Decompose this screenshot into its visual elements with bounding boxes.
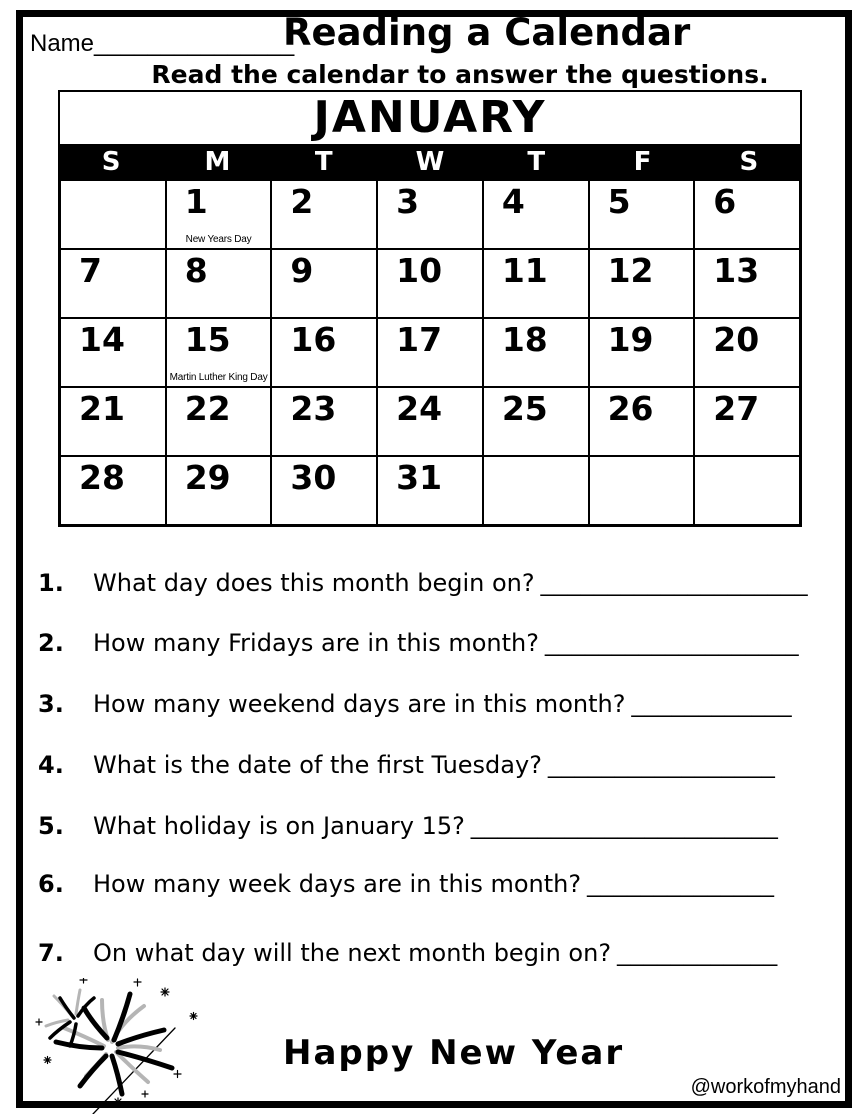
date-number: 26 [607, 389, 654, 428]
question-text: What is the date of the first Tuesday? [93, 751, 542, 779]
calendar [58, 90, 802, 527]
fireworks-burst-icon [22, 978, 234, 1114]
calendar-day-cell-10 [377, 249, 483, 318]
question-blank[interactable]: ____________ [631, 691, 792, 718]
calendar-day-cell-11 [483, 249, 589, 318]
question-number: 3. [38, 690, 64, 718]
date-number: 21 [79, 389, 125, 428]
date-number: 8 [184, 251, 208, 290]
date-number: 1 [184, 182, 208, 221]
calendar-month-header [58, 90, 802, 146]
calendar-day-cell-31 [377, 456, 483, 525]
question-blank[interactable]: ____________________ [540, 570, 808, 597]
date-number: 22 [184, 389, 231, 428]
page-title: Reading a Calendar [283, 11, 691, 54]
question-item-1 [38, 569, 808, 598]
question-text: What day does this month begin on? [93, 569, 535, 597]
date-number: 16 [290, 320, 337, 359]
calendar-day-cell-8 [166, 249, 272, 318]
calendar-day-cell-6 [694, 180, 800, 249]
calendar-day-cell-13 [694, 249, 800, 318]
calendar-day-cell-7 [60, 249, 166, 318]
date-number: 5 [607, 182, 631, 221]
calendar-day-cell-22 [166, 387, 272, 456]
holiday-label: New Years Day [185, 234, 252, 245]
calendar-empty-cell [589, 456, 695, 525]
date-number: 9 [290, 251, 314, 290]
calendar-day-cell-1 [166, 180, 272, 249]
question-number: 1. [38, 569, 64, 597]
date-number: 10 [396, 251, 443, 290]
calendar-day-cell-3 [377, 180, 483, 249]
question-number: 5. [38, 812, 64, 840]
calendar-day-cell-15 [166, 318, 272, 387]
date-number: 3 [396, 182, 420, 221]
calendar-empty-cell [483, 456, 589, 525]
date-number: 13 [713, 251, 760, 290]
date-number: 12 [607, 251, 654, 290]
date-number: 24 [396, 389, 443, 428]
day-header-row [58, 146, 802, 178]
calendar-day-cell-23 [271, 387, 377, 456]
calendar-day-cell-26 [589, 387, 695, 456]
question-number: 2. [38, 629, 64, 657]
date-number: 6 [713, 182, 737, 221]
date-number: 27 [713, 389, 760, 428]
question-blank[interactable]: _______________________ [470, 813, 778, 840]
question-item-5 [38, 812, 778, 841]
calendar-empty-cell [60, 180, 166, 249]
calendar-day-cell-24 [377, 387, 483, 456]
calendar-empty-cell [694, 456, 800, 525]
question-item-4 [38, 751, 775, 780]
date-number: 17 [396, 320, 443, 359]
date-number: 18 [501, 320, 548, 359]
calendar-day-cell-30 [271, 456, 377, 525]
question-text: How many week days are in this month? [93, 870, 582, 898]
calendar-day-cell-28 [60, 456, 166, 525]
question-number: 7. [38, 939, 64, 967]
calendar-day-cell-17 [377, 318, 483, 387]
question-item-7 [38, 939, 777, 968]
calendar-day-cell-27 [694, 387, 800, 456]
day-header-2: T [314, 147, 333, 177]
calendar-day-cell-29 [166, 456, 272, 525]
calendar-day-cell-16 [271, 318, 377, 387]
calendar-day-cell-20 [694, 318, 800, 387]
day-header-3: W [415, 147, 445, 177]
page-subtitle: Read the calendar to answer the questions. [151, 60, 769, 89]
day-header-1: M [204, 147, 231, 177]
question-number: 4. [38, 751, 64, 779]
question-text: What holiday is on January 15? [93, 812, 465, 840]
date-number: 28 [79, 458, 125, 497]
question-text: How many weekend days are in this month? [93, 690, 626, 718]
calendar-day-cell-25 [483, 387, 589, 456]
date-number: 11 [501, 251, 548, 290]
date-number: 7 [79, 251, 102, 290]
day-header-0: S [101, 147, 121, 177]
question-blank[interactable]: _________________ [547, 752, 775, 779]
name-label: Name [30, 30, 95, 57]
day-header-5: F [633, 147, 652, 177]
date-number: 2 [290, 182, 314, 221]
date-number: 15 [184, 320, 231, 359]
question-blank[interactable]: ______________ [587, 871, 774, 898]
question-text: On what day will the next month begin on? [93, 939, 612, 967]
question-item-2 [38, 629, 799, 658]
calendar-day-cell-2 [271, 180, 377, 249]
date-number: 25 [501, 389, 548, 428]
date-number: 30 [290, 458, 337, 497]
question-item-6 [38, 870, 774, 899]
day-header-4: T [527, 147, 546, 177]
calendar-day-cell-19 [589, 318, 695, 387]
calendar-day-cell-14 [60, 318, 166, 387]
question-text: How many Fridays are in this month? [93, 629, 539, 657]
calendar-day-cell-4 [483, 180, 589, 249]
calendar-day-cell-12 [589, 249, 695, 318]
date-number: 19 [607, 320, 654, 359]
question-blank[interactable]: ____________ [617, 940, 778, 967]
happy-new-year-text: Happy New Year [283, 1033, 625, 1073]
calendar-day-cell-9 [271, 249, 377, 318]
date-number: 23 [290, 389, 337, 428]
day-header-6: S [739, 147, 759, 177]
calendar-grid [58, 178, 802, 527]
question-blank[interactable]: ___________________ [545, 630, 799, 657]
calendar-day-cell-18 [483, 318, 589, 387]
credit-handle: @workofmyhand [690, 1076, 841, 1098]
month-title: JANUARY [313, 92, 547, 143]
calendar-day-cell-5 [589, 180, 695, 249]
date-number: 31 [396, 458, 443, 497]
date-number: 14 [79, 320, 125, 359]
question-item-3 [38, 690, 792, 719]
date-number: 4 [501, 182, 525, 221]
question-number: 6. [38, 870, 64, 898]
name-row [30, 30, 294, 58]
calendar-day-cell-21 [60, 387, 166, 456]
name-blank[interactable]: _______________ [94, 30, 295, 57]
holiday-label: Martin Luther King Day [169, 372, 268, 383]
date-number: 29 [184, 458, 231, 497]
date-number: 20 [713, 320, 760, 359]
